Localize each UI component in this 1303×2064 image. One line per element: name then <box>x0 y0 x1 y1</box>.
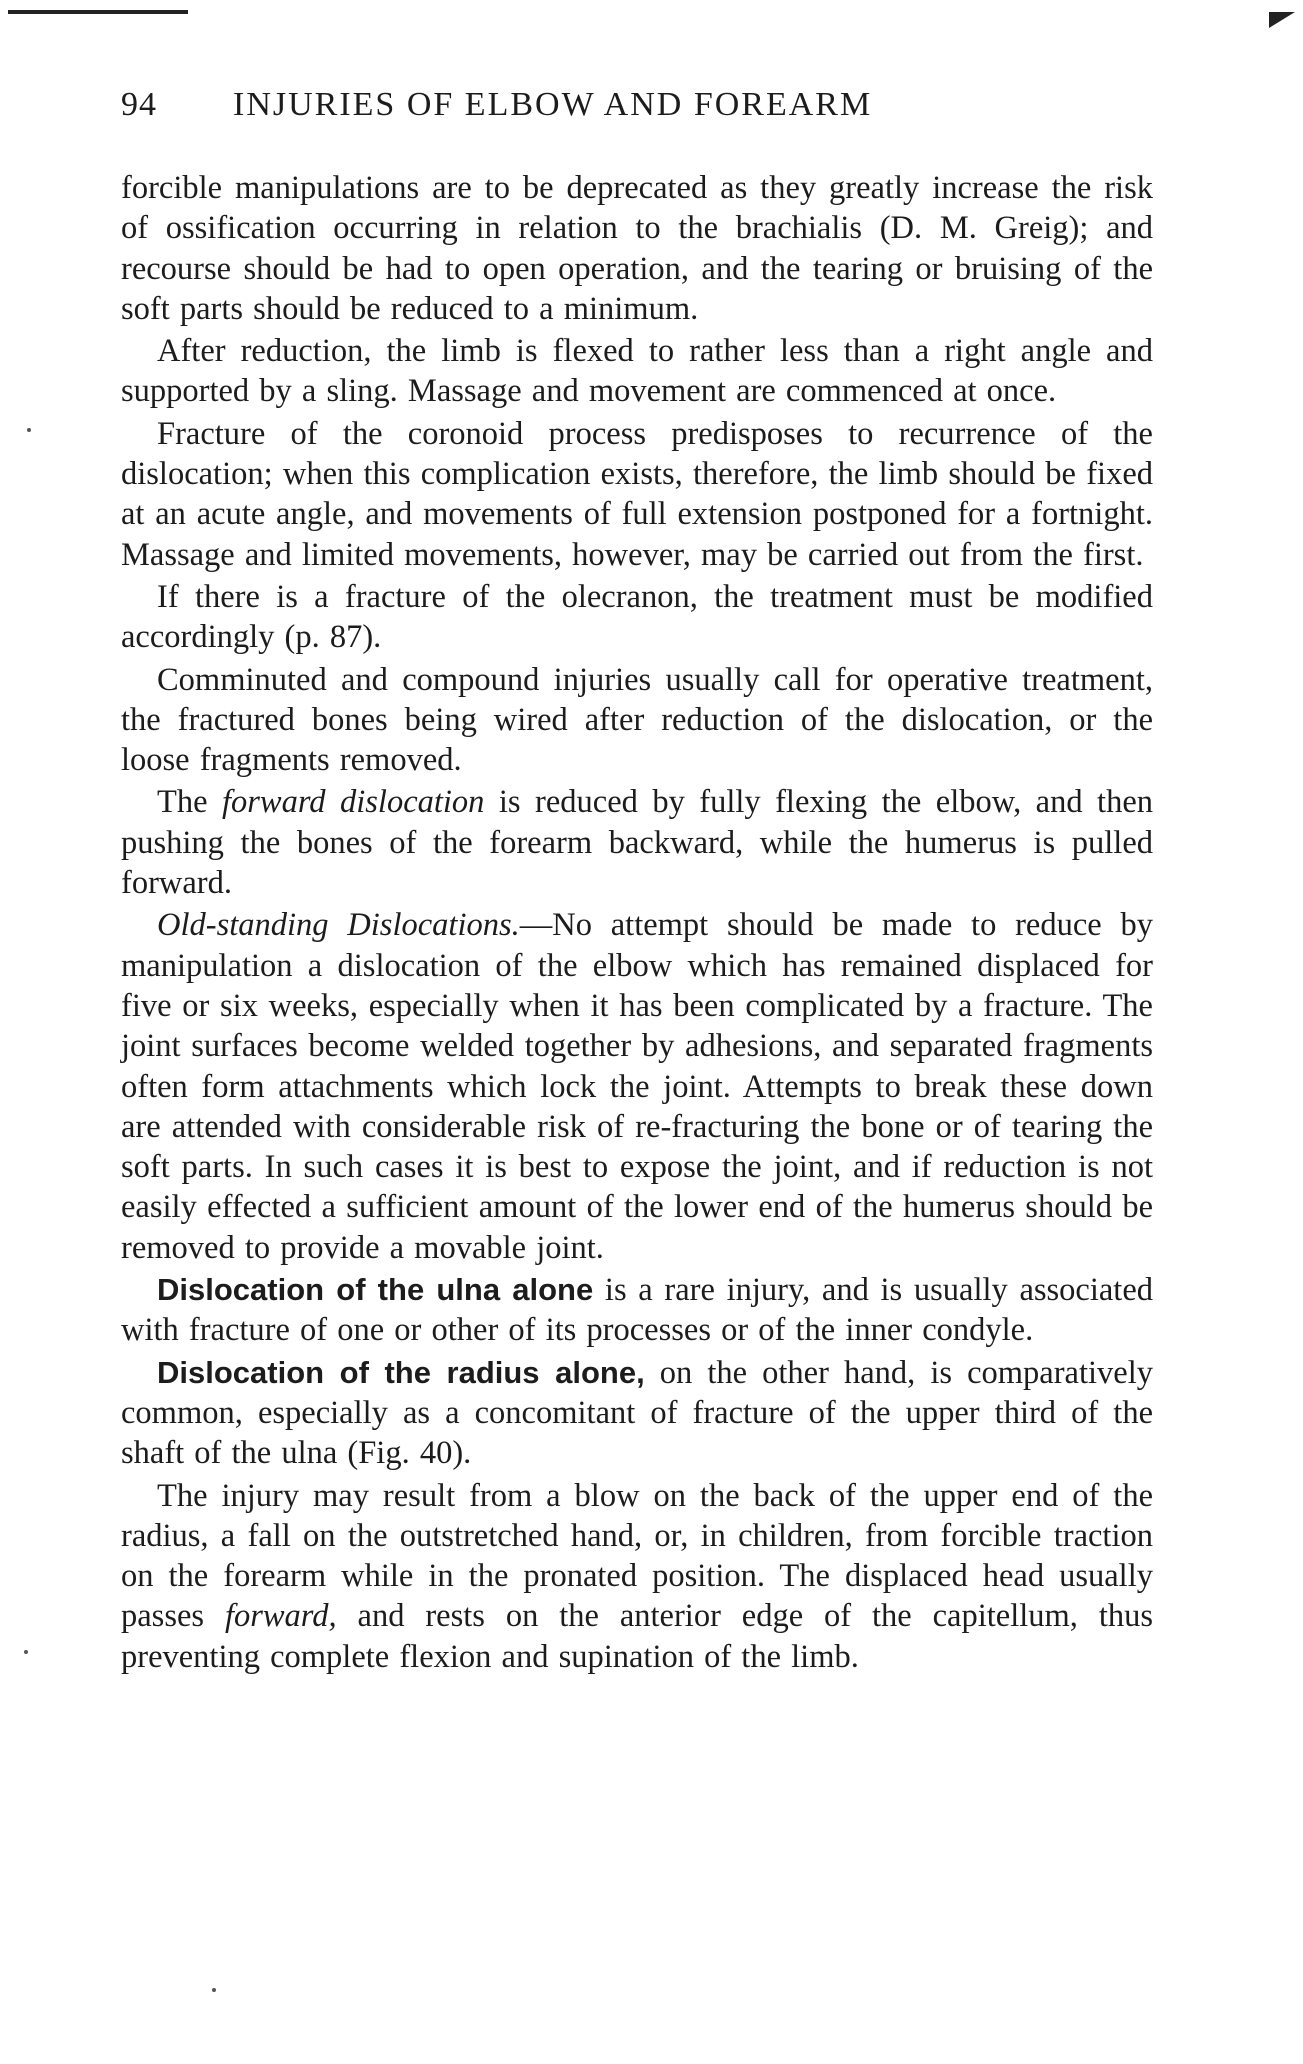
paragraph-injury-mechanism <box>121 1476 1153 1677</box>
paragraph-coronoid-fracture <box>121 414 1153 575</box>
paragraph-text: and rests on the anterior edge of the capitellum, thus preventing complete flexion and supination of the limb. <box>121 1598 1153 1675</box>
italic-term: forward, <box>224 1598 337 1635</box>
paragraph-old-standing-dislocations <box>121 905 1153 1268</box>
paragraph-text: Comminuted and compound injuries usually call for operative treatment, the fractured bones being wired after reduction of the dislocation, or the loose fragments removed. <box>121 661 1153 779</box>
paragraph-radius-dislocation <box>121 1353 1153 1474</box>
paragraph-text: If there is a fracture of the olecranon, the treatment must be modified accordingly (p. 87). <box>121 578 1153 656</box>
bold-run-in-heading: Dislocation of the ulna alone <box>157 1272 594 1308</box>
page-number: 94 <box>121 86 157 123</box>
book-page <box>121 86 1153 1677</box>
paragraph-forward-dislocation <box>121 782 1153 903</box>
paragraph-ulna-dislocation <box>121 1270 1153 1351</box>
paragraph-text: is a rare injury, and is usually associated with fracture of one or other of its processes or of the inner condyle. <box>121 1272 1153 1349</box>
paragraph-continued <box>121 168 1153 329</box>
paragraph-lead: The injury may result from a blow on the back of the upper end of the radius, a fall on the outstretched hand, or, in children, from forcible traction on the forearm while in the pronated position. The displaced head usually passes <box>121 1477 1153 1635</box>
paragraph-text: —No attempt should be made to reduce by manipulation a dislocation of the elbow which has remained displaced for five or six weeks, especially when it has been complicated by a fracture. The joint surfaces become welded together by adhesions, and separated fragments often form attachments which lock the joint. Attempts to break these down are attended with considerable risk of re-fracturing the bone or of tearing the soft parts. In such cases it is best to expose the joint, and if reduction is not easily effected a sufficient amount of the lower end of the humerus should be removed to provide a movable joint. <box>121 907 1153 1266</box>
italic-term: forward dislocation <box>221 784 485 821</box>
running-title: INJURIES OF ELBOW AND FOREARM <box>233 86 873 123</box>
paragraph-olecranon-fracture <box>121 577 1153 658</box>
bold-run-in-heading: Dislocation of the radius alone, <box>157 1354 645 1390</box>
running-head <box>121 86 1153 146</box>
paragraph-after-reduction <box>121 331 1153 412</box>
paragraph-text: is reduced by fully flexing the elbow, and then pushing the bones of the forearm backward, while the humerus is pulled forward. <box>121 784 1153 902</box>
paragraph-text: on the other hand, is comparatively common, especially as a concomitant of fracture of the upper third of the shaft of the ulna (Fig. 40). <box>121 1354 1153 1472</box>
scan-speck <box>212 1988 216 1992</box>
body-text <box>121 168 1153 1677</box>
scan-edge-mark-left <box>8 10 188 14</box>
paragraph-text: Fracture of the coronoid process predisposes to recurrence of the dislocation; when this complication exists, therefore, the limb should be fixed at an acute angle, and movements of full extension postponed for a fortnight. Massage and limited movements, however, may be carried out from the first. <box>121 415 1153 573</box>
paragraph-text: After reduction, the limb is flexed to rather less than a right angle and supported by a sling. Massage and movement are commenced at once. <box>121 333 1153 410</box>
paragraph-lead: The <box>157 784 208 821</box>
paragraph-text: forcible manipulations are to be deprecated as they greatly increase the risk of ossification occurring in relation to the brachialis (D. M. Greig); and recourse should be had to open operation, and the tearing or bruising of the soft parts should be reduced to a minimum. <box>121 170 1153 327</box>
paragraph-comminuted-injuries <box>121 660 1153 781</box>
scan-speck <box>27 428 31 432</box>
scan-speck <box>24 1650 28 1654</box>
scan-edge-mark-right <box>1269 12 1295 28</box>
italic-subheading: Old-standing Dislocations. <box>157 907 520 944</box>
